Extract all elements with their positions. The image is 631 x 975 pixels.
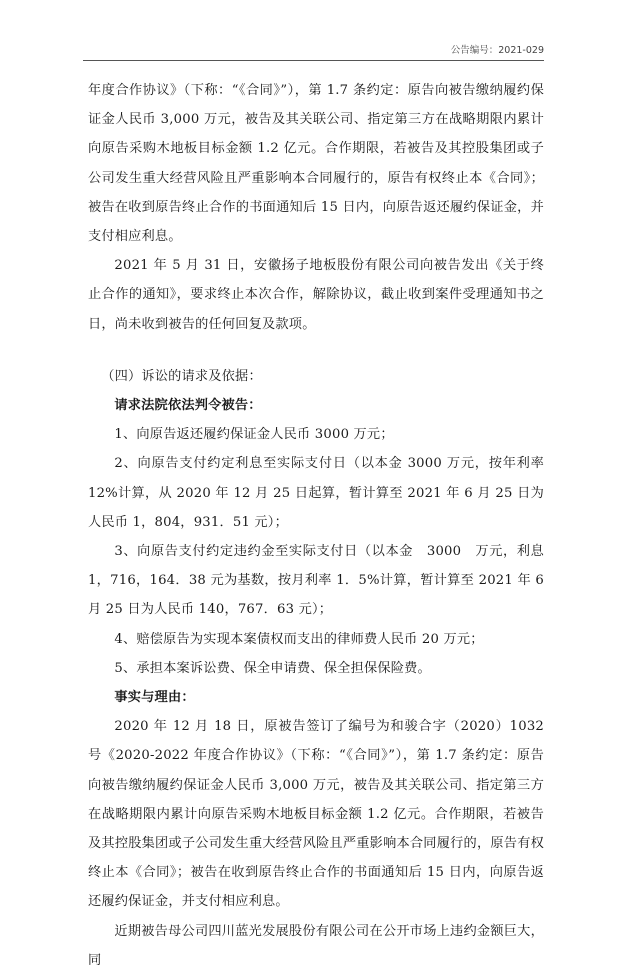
claim-item-1: 1、向原告返还履约保证金人民币 3000 万元； [114, 427, 394, 443]
document-body [88, 76, 544, 975]
claim-item-5: 5、承担本案诉讼费、保全申请费、保全担保保险费。 [114, 660, 431, 676]
claim-item-2: 2、向原告支付约定利息至实际支付日（以本金 3000 万元，按年利率 12%计算，从 2020 年 12 月 25 日起算，暂计算至 2021 年 6 月 25 日为人民币 1，804，931．51 元）； [88, 456, 544, 530]
facts-heading: 事实与理由： [114, 690, 195, 706]
claims-heading: 请求法院依法判令被告： [114, 398, 262, 414]
paragraph-termination-notice: 2021 年 5 月 31 日，安徽扬子地板股份有限公司向被告发出《关于终止合作的通知》，要求终止本次合作，解除协议，截止收到案件受理通知书之日，尚未收到被告的任何回复及款项。 [88, 258, 544, 332]
paragraph-contract-terms: 年度合作协议》（下称：“《合同》”），第 1.7 条约定：原告向被告缴纳履约保证金人民币 3,000 万元，被告及其关联公司、指定第三方在战略期限内累计向原告采购木地板目标金额 1.2 亿元。合作期限，若被告及其控股集团或子公司发生重大经营风险且严重影响本合同履行的，原告有权终止本《合同》；被告在收到原告终止合作的书面通知后 15 日内，向原告返还履约保证金，并支付相应利息。 [88, 83, 544, 245]
section-heading-claims-basis: （四）诉讼的请求及依据： [101, 368, 262, 384]
paragraph-facts: 2020 年 12 月 18 日，原被告签订了编号为和骏合字（2020）1032 号《2020-2022 年度合作协议》（下称：“《合同》”），第 1.7 条约定：原告向被告缴纳履约保证金人民币 3,000 万元，被告及其关联公司、指定第三方在战略期限内累计向原告采购木地板目标金额 1.2 亿元。合作期限，若被告及其控股集团或子公司发生重大经营风险且严重影响本合同履行的，原告有权终止本《合同》；被告在收到原告终止合作的书面通知后 15 日内，向原告返还履约保证金，并支付相应利息。 [88, 719, 544, 910]
claim-item-4: 4、赔偿原告为实现本案债权而支出的律师费人民币 20 万元； [114, 631, 484, 647]
paragraph-parent-default: 近期被告母公司四川蓝光发展股份有限公司在公开市场上违约金额巨大，同 [88, 923, 544, 968]
announcement-number: 公告编号：2021-029 [450, 45, 544, 56]
claim-item-3: 3、向原告支付约定违约金至实际支付日（以本金 3000 万元，利息 1，716，164．38 元为基数，按月利率 1．5%计算，暂计算至 2021 年 6 月 25 日为人民币 140，767．63 元）； [88, 544, 544, 618]
page-header [83, 38, 544, 61]
